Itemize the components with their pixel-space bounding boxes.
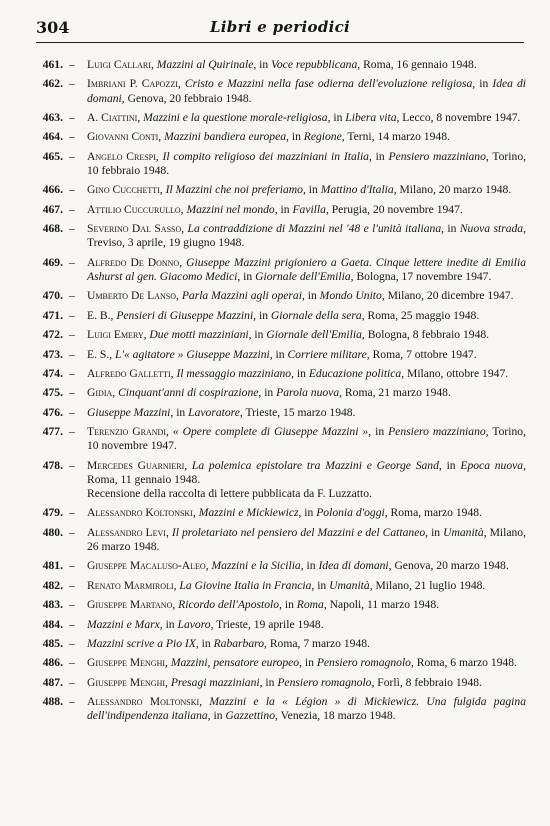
entry-place-date: , Bologna, 8 febbraio 1948. <box>361 328 490 342</box>
entry-place-date: , Roma, 16 gennaio 1948. <box>357 58 477 71</box>
entry-separator: , <box>177 77 185 91</box>
entry-separator: , in <box>253 308 271 322</box>
entry-dash: – <box>69 695 75 709</box>
entry-number: 461. <box>42 58 63 71</box>
bibliography-entry <box>36 459 526 502</box>
bibliography-entry <box>36 637 526 651</box>
entry-title: Mazzini e Mickiewicz <box>198 506 299 520</box>
entry-dash: – <box>69 183 75 197</box>
entry-separator: , in <box>258 386 277 400</box>
entry-separator: , <box>165 425 173 439</box>
entry-title: Presagi mazziniani <box>170 675 260 689</box>
bibliography-entry <box>36 222 526 250</box>
entry-place-date: , Genova, 20 marzo 1948. <box>388 559 509 573</box>
entry-periodical: Mattino d'Italia <box>320 183 394 197</box>
entry-separator: , in <box>441 222 460 236</box>
entry-dash: – <box>69 458 75 472</box>
bibliography-entry <box>36 406 526 420</box>
entry-place-date: , Roma, 6 marzo 1948. <box>410 656 517 670</box>
entry-separator: , in <box>286 130 304 144</box>
entry-separator: , <box>150 58 157 71</box>
entry-periodical: Pensiero mazziniano <box>388 149 486 163</box>
entry-author: Luigi Callari <box>87 58 151 71</box>
entry-place-date: , Roma, 7 marzo 1948. <box>264 637 370 650</box>
entry-title: Mazzini al Quirinale <box>156 58 254 71</box>
entry-title: Giuseppe Mazzini prigioniero a Gaeta. Cinque lettere inedite di Emilia Ashurst al gen. Giacomo Medici <box>87 255 527 283</box>
entry-author: Giuseppe Macaluso-Aleo <box>87 559 206 573</box>
entry-periodical: Favilla <box>292 202 326 216</box>
entry-title: Mazzini bandiera europea <box>164 130 287 144</box>
entry-author: Luigi Emery <box>87 328 144 342</box>
entry-title: La polemica epistolare tra Mazzini e George Sand <box>191 458 439 472</box>
entry-periodical: Corriere militare <box>287 347 367 361</box>
entry-title: Cinquant'anni di cospirazione <box>118 386 259 400</box>
entry-separator: , in <box>253 58 272 71</box>
entry-place-date: , Milano, 20 dicembre 1947. <box>381 289 514 303</box>
entry-author: Mercedes Guarnieri <box>87 458 185 472</box>
bibliography-entry <box>36 425 526 453</box>
entry-author: Giuseppe Menghi <box>87 675 166 689</box>
entry-number: 485. <box>42 637 63 650</box>
entry-number: 475. <box>42 386 63 400</box>
entry-author: Alfredo De Donno <box>87 255 180 269</box>
entry-place-date: , Bologna, 17 novembre 1947. <box>350 269 492 283</box>
entry-title: Mazzini scrive a Pio IX <box>87 637 196 650</box>
entry-dash: – <box>69 149 75 163</box>
entry-number: 472. <box>42 328 63 342</box>
entry-author: Alessandro Koltonski <box>87 506 193 520</box>
entry-place-date: , Roma, 21 marzo 1948. <box>339 386 451 400</box>
entry-periodical: Parola nuova <box>276 386 340 400</box>
entry-dash: – <box>69 308 75 322</box>
entry-number: 469. <box>42 255 63 269</box>
entry-periodical: Gazzettino <box>225 709 275 723</box>
bibliography-entry <box>36 598 526 612</box>
entry-separator: , in <box>195 637 214 650</box>
entry-separator: , <box>165 525 172 539</box>
entry-number: 464. <box>42 130 63 144</box>
bibliography-entry <box>36 656 526 670</box>
entry-periodical: Rabarbaro <box>213 637 265 650</box>
entry-number: 471. <box>42 308 63 322</box>
entry-place-date: , Milano, 21 luglio 1948. <box>369 578 486 592</box>
entry-place-date: , Milano, ottobre 1947. <box>401 366 509 380</box>
entry-author: Giuseppe Menghi <box>87 656 166 670</box>
entry-author: Giuseppe Martano <box>87 598 173 612</box>
entry-separator: , <box>137 110 144 124</box>
entry-author: Gidia <box>87 386 113 400</box>
entry-periodical: Giornale della sera <box>270 308 362 322</box>
entry-separator: , in <box>425 525 444 539</box>
entry-dash: – <box>69 130 75 144</box>
entry-title: Pensieri di Giuseppe Mazzini <box>116 308 254 322</box>
entry-title: Giuseppe Mazzini <box>87 405 171 419</box>
entry-number: 476. <box>42 405 63 419</box>
bibliography-entry <box>36 58 526 72</box>
entry-number: 474. <box>42 366 63 380</box>
entry-periodical: Mondo Unito <box>319 289 382 303</box>
entry-dash: – <box>69 525 75 539</box>
bibliography-entry <box>36 695 526 723</box>
entry-number: 467. <box>42 202 63 216</box>
entry-author: Alfredo Galletti <box>87 366 171 380</box>
entry-dash: – <box>69 386 75 400</box>
entry-number: 482. <box>42 578 63 592</box>
entry-separator: , in <box>274 202 293 216</box>
entry-dash: – <box>69 366 75 380</box>
entry-place-date: , Treviso, 3 aprile, 19 giugno 1948. <box>87 222 527 250</box>
entry-number: 479. <box>42 506 63 520</box>
bibliography-entry <box>36 328 526 342</box>
entry-number: 481. <box>42 559 63 573</box>
entry-title: Ricordo dell'Apostolo <box>178 598 280 612</box>
entry-separator: , in <box>279 598 297 612</box>
entry-title: Mazzini e la questione morale-religiosa <box>143 110 328 124</box>
entry-author: Terenzio Grandi <box>87 425 166 439</box>
entry-author: Attilio Cuccurullo <box>87 202 181 216</box>
entry-dash: – <box>69 77 75 91</box>
bibliography-entry <box>36 676 526 690</box>
entry-number: 465. <box>42 149 63 163</box>
entry-separator: , in <box>170 405 189 419</box>
entry-title: Il Mazzini che noi preferiamo <box>165 183 303 197</box>
entry-separator: , <box>192 506 199 520</box>
entry-separator: , <box>165 675 171 689</box>
entry-separator: , in <box>327 110 346 124</box>
entry-number: 462. <box>42 77 63 91</box>
entry-author: Alessandro Levi <box>87 525 166 539</box>
entry-number: 483. <box>42 598 63 612</box>
entry-separator: , in <box>291 366 309 380</box>
bibliography-entry <box>36 309 526 323</box>
entry-periodical: Idea di domani <box>87 77 527 105</box>
entry-title: Mazzini, pensatore europeo <box>170 656 300 670</box>
bibliography-entry <box>36 579 526 593</box>
entry-dash: – <box>69 202 75 216</box>
entry-separator: , in <box>159 617 178 631</box>
entry-separator: , in <box>368 425 389 439</box>
entry-separator: , <box>155 149 163 163</box>
entry-separator: , <box>110 308 117 322</box>
entry-number: 473. <box>42 347 63 361</box>
entry-title: Due motti mazziniani <box>149 328 249 342</box>
entry-separator: , in <box>298 506 317 520</box>
entry-number: 470. <box>42 289 63 303</box>
entry-periodical: Lavoratore <box>188 405 240 419</box>
entry-periodical: Lavoro <box>177 617 211 631</box>
entry-separator: , <box>179 255 187 269</box>
entry-title: La Giovine Italia in Francia <box>179 578 312 592</box>
entry-separator: , in <box>207 709 226 723</box>
bibliography-entry <box>36 506 526 520</box>
entry-title: Mazzini e la « Légion » di Mickiewicz. Una fulgida pagina dell'indipendenza italiana <box>87 695 526 723</box>
entry-separator: , in <box>299 656 317 670</box>
bibliography-entry <box>36 386 526 400</box>
entry-periodical: Umanità <box>443 525 484 539</box>
page-number: 304 <box>36 18 70 37</box>
entry-dash: – <box>69 578 75 592</box>
entry-place-date: , Napoli, 11 marzo 1948. <box>323 598 440 612</box>
bibliography-entry <box>36 150 526 178</box>
entry-dash: – <box>69 289 75 303</box>
entry-place-date: , Roma, 25 maggio 1948. <box>361 308 480 322</box>
entry-separator: , <box>172 598 179 612</box>
bibliography-entry <box>36 559 526 573</box>
entry-place-date: , Torino, 10 febbraio 1948. <box>87 149 527 177</box>
entry-periodical: Idea di domani <box>318 559 389 573</box>
entry-dash: – <box>69 58 75 71</box>
entry-dash: – <box>69 222 75 236</box>
entry-separator: , <box>180 202 187 216</box>
entry-title: Cristo e Mazzini nella fase odierna dell'evoluzione religiosa <box>184 77 473 91</box>
entry-separator: , <box>176 289 182 303</box>
entry-author: Gino Cucchetti <box>87 183 160 197</box>
entry-periodical: Pensiero romagnolo <box>277 675 372 689</box>
entry-author: E. S. <box>87 347 110 361</box>
entry-periodical: Pensiero mazziniano <box>388 425 486 439</box>
entry-periodical: Nuova strada <box>459 222 524 236</box>
entry-author: Umberto De Lanso <box>87 289 177 303</box>
entry-separator: , <box>170 366 177 380</box>
entry-title: « Opere complete di Giuseppe Mazzini » <box>172 425 369 439</box>
entry-author: Angelo Crespi <box>87 149 156 163</box>
running-title: Libri e periodici <box>209 18 351 36</box>
entry-title: La contraddizione di Mazzini nel '48 e l'unità italiana <box>187 222 442 236</box>
entry-separator: , in <box>259 675 278 689</box>
entry-dash: – <box>69 637 75 650</box>
entry-separator: , in <box>311 578 330 592</box>
bibliography-entry <box>36 183 526 197</box>
entry-separator: , in <box>248 328 267 342</box>
entry-separator: , <box>173 578 180 592</box>
entry-place-date: , Genova, 20 febbraio 1948. <box>121 91 252 105</box>
bibliography-entry <box>36 111 526 125</box>
entry-place-date: , Forlì, 8 febbraio 1948. <box>371 675 482 689</box>
entry-number: 484. <box>42 617 63 631</box>
entry-author: A. Ciattini <box>87 110 138 124</box>
entry-place-date: , Trieste, 19 aprile 1948. <box>210 617 324 631</box>
entry-place-date: , Roma, marzo 1948. <box>384 506 482 520</box>
header-rule <box>36 42 524 43</box>
entry-separator: , <box>159 183 166 197</box>
bibliography-entry <box>36 526 526 554</box>
entry-separator: , <box>112 386 119 400</box>
entry-place-date: , Trieste, 15 marzo 1948. <box>239 405 356 419</box>
entry-separator: , <box>158 130 165 144</box>
entry-periodical: Giornale dell'Emilia <box>266 328 362 342</box>
entry-place-date: , Perugia, 20 novembre 1947. <box>325 202 463 216</box>
entry-dash: – <box>69 675 75 689</box>
entry-dash: – <box>69 110 75 124</box>
entry-title: Parla Mazzini agli operai <box>181 289 302 303</box>
entry-separator: , in <box>300 559 319 573</box>
entry-periodical: Pensiero romagnolo <box>316 656 411 670</box>
entry-number: 488. <box>42 695 63 709</box>
entry-periodical: Libera vita <box>345 110 397 124</box>
entry-periodical: Roma <box>296 598 324 612</box>
bibliography-entry <box>36 77 526 105</box>
entry-place-date: , Terni, 14 marzo 1948. <box>341 130 450 144</box>
entry-separator: , in <box>368 149 389 163</box>
entry-title: Il compito religioso dei mazziniani in Italia <box>162 149 369 163</box>
entry-title: Mazzini e la Sicilia <box>211 559 301 573</box>
entry-separator: , <box>109 347 116 361</box>
entry-separator: , in <box>269 347 288 361</box>
entry-place-date: , Torino, 10 novembre 1947. <box>87 425 526 453</box>
entry-periodical: Epoca nuova <box>460 458 524 472</box>
entry-number: 480. <box>42 525 63 539</box>
entry-title: Mazzini nel mondo <box>186 202 275 216</box>
entry-separator: , in <box>237 269 256 283</box>
bibliography-list <box>36 58 526 729</box>
entry-separator: , <box>199 695 210 709</box>
entry-number: 486. <box>42 656 63 670</box>
bibliography-entry <box>36 130 526 144</box>
page-header <box>36 18 524 40</box>
entry-author: Severino Dal Sasso <box>87 222 182 236</box>
entry-dash: – <box>69 425 75 439</box>
bibliography-entry <box>36 289 526 303</box>
entry-author: Alessandro Moltonski <box>87 695 200 709</box>
entry-dash: – <box>69 347 75 361</box>
entry-number: 477. <box>42 425 63 439</box>
entry-place-date: , Milano, 26 marzo 1948. <box>87 525 527 554</box>
entry-number: 463. <box>42 110 63 124</box>
entry-separator: , <box>184 458 192 472</box>
bibliography-entry <box>36 367 526 381</box>
entry-periodical: Umanità <box>329 578 370 592</box>
entry-separator: , <box>181 222 188 236</box>
entry-note: Recensione della raccolta di lettere pubblicata da F. Luzzatto. <box>87 487 372 501</box>
entry-separator: , in <box>301 289 320 303</box>
entry-periodical: Polonia d'oggi <box>316 506 385 520</box>
entry-number: 487. <box>42 675 63 689</box>
entry-separator: , in <box>472 77 493 91</box>
bibliography-entry <box>36 618 526 632</box>
entry-separator: , <box>205 559 212 573</box>
entry-author: Giovanni Conti <box>87 130 159 144</box>
entry-title: Mazzini e Marx <box>87 617 160 631</box>
entry-separator: , in <box>438 458 461 472</box>
entry-periodical: Giornale dell'Emilia <box>255 269 351 283</box>
entry-dash: – <box>69 559 75 573</box>
bibliography-entry <box>36 256 526 284</box>
entry-dash: – <box>69 506 75 520</box>
entry-dash: – <box>69 617 75 631</box>
entry-periodical: Voce repubblicana <box>271 58 358 71</box>
entry-separator: , in <box>302 183 321 197</box>
entry-place-date: , Milano, 20 marzo 1948. <box>393 183 512 197</box>
entry-separator: , <box>165 656 171 670</box>
entry-periodical: Educazione politica <box>308 366 402 380</box>
entry-place-date: , Lecco, 8 novembre 1947. <box>396 110 521 124</box>
entry-place-date: , Roma, 7 ottobre 1947. <box>366 347 477 361</box>
entry-author: E. B. <box>87 308 111 322</box>
entry-title: L'« agitatore » Giuseppe Mazzini <box>115 347 270 361</box>
entry-dash: – <box>69 255 75 269</box>
entry-number: 478. <box>42 458 63 472</box>
entry-number: 468. <box>42 222 63 236</box>
entry-dash: – <box>69 598 75 612</box>
entry-number: 466. <box>42 183 63 197</box>
entry-place-date: , Venezia, 18 marzo 1948. <box>275 709 396 723</box>
entry-periodical: Regione <box>303 130 342 144</box>
entry-place-date: , Roma, 11 gennaio 1948. <box>87 458 527 486</box>
entry-title: Il proletariato nel pensiero del Mazzini e del Cattaneo <box>171 525 426 539</box>
bibliography-entry <box>36 203 526 217</box>
entry-dash: – <box>69 328 75 342</box>
bibliography-entry <box>36 348 526 362</box>
entry-separator: , <box>143 328 150 342</box>
entry-author: Imbriani P. Capozzi <box>87 77 178 91</box>
entry-dash: – <box>69 656 75 670</box>
entry-author: Renato Marmiroli <box>87 578 174 592</box>
entry-dash: – <box>69 405 75 419</box>
entry-title: Il messaggio mazziniano <box>176 366 292 380</box>
